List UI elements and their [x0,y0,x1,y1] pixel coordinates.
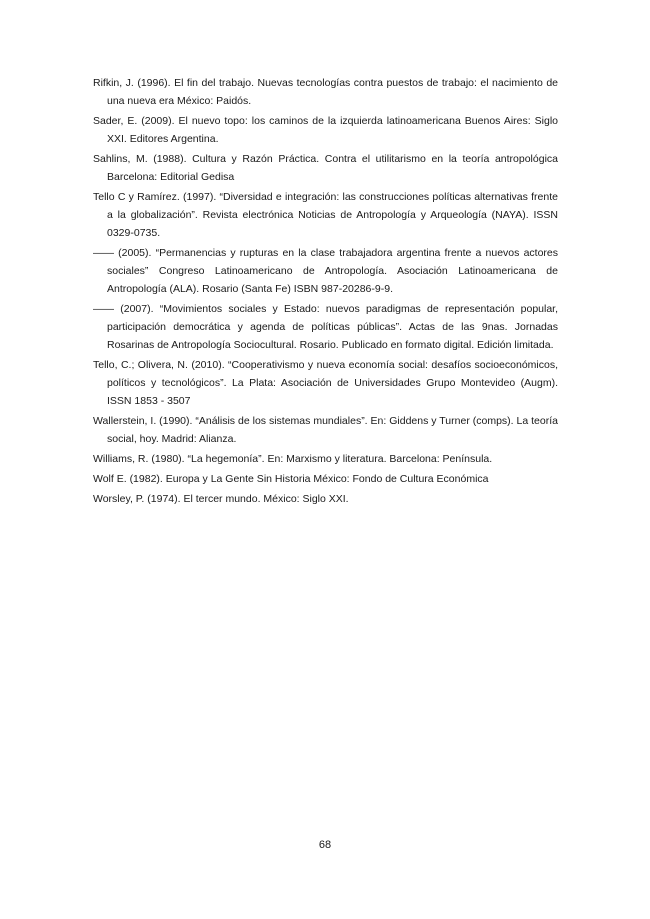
reference-entry-tello-2005: —— (2005). “Permanencias y rupturas en la clase trabajadora argentina frente a nuevos actores sociales” Congreso Latinoamericano de Antropología. Asociación Latinoamericana de Antropología (ALA). Rosario (Santa Fe) ISBN 987-20286-9-9. [93,247,558,295]
page-number: 68 [318,839,332,851]
reference-entry-wolf: Wolf E. (1982). Europa y La Gente Sin Historia México: Fondo de Cultura Económica [93,473,489,485]
reference-entry-wallerstein: Wallerstein, I. (1990). “Análisis de los sistemas mundiales”. En: Giddens y Turner (comps). La teoría social, hoy. Madrid: Alianza. [93,415,558,445]
reference-entry-williams: Williams, R. (1980). “La hegemonía”. En: Marxismo y literatura. Barcelona: Península. [93,453,493,465]
reference-entry-worsley: Worsley, P. (1974). El tercer mundo. México: Siglo XXI. [93,493,349,505]
reference-entry-tello-ramirez: Tello C y Ramírez. (1997). “Diversidad e integración: las construcciones políticas alternativas frente a la globalización”. Revista electrónica Noticias de Antropología y Arqueología (NAYA). ISSN 0329-0735. [93,191,558,239]
reference-list [93,74,558,510]
reference-entry-rifkin: Rifkin, J. (1996). El fin del trabajo. Nuevas tecnologías contra puestos de trabajo: el nacimiento de una nueva era México: Paidós. [93,77,558,107]
reference-entry-sahlins: Sahlins, M. (1988). Cultura y Razón Práctica. Contra el utilitarismo en la teoría antropológica Barcelona: Editorial Gedisa [93,153,558,183]
reference-entry-tello-2007: —— (2007). “Movimientos sociales y Estado: nuevos paradigmas de representación popular, participación democrática y agenda de políticas públicas”. Actas de las 9nas. Jornadas Rosarinas de Antropología Sociocultural. Rosario. Publicado en formato digital. Edición limitada. [93,303,558,351]
reference-entry-sader: Sader, E. (2009). El nuevo topo: los caminos de la izquierda latinoamericana Buenos Aires: Siglo XXI. Editores Argentina. [93,115,558,145]
reference-entry-tello-olivera: Tello, C.; Olivera, N. (2010). “Cooperativismo y nueva economía social: desafíos socioeconómicos, políticos y tecnológicos”. La Plata: Asociación de Universidades Grupo Montevideo (Augm). ISSN 1853 - 3507 [93,359,558,407]
